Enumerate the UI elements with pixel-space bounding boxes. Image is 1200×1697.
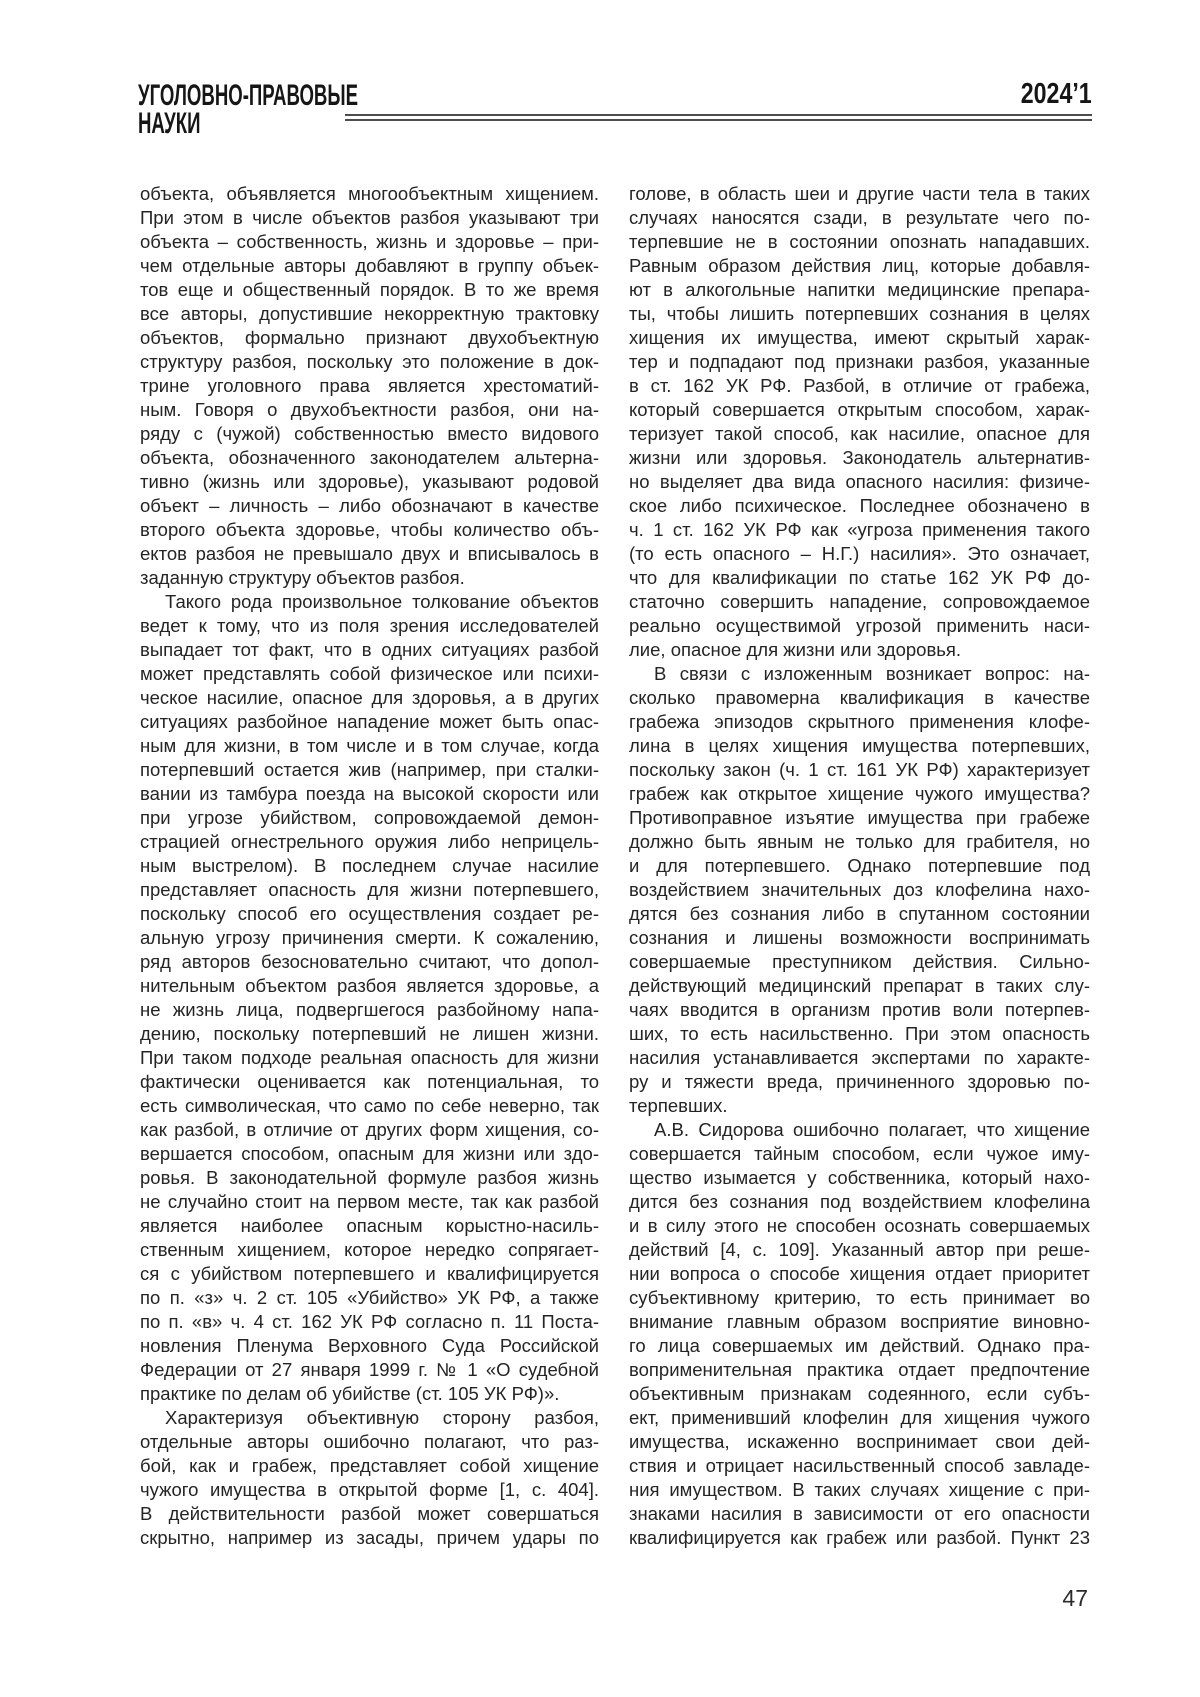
text-line: но выделяет два вида опасного насилия: физиче- [629,471,1090,492]
text-line: знаками насилия в зависимости от его опасности [629,1503,1090,1524]
text-line: терпевших. [629,1095,728,1116]
text-line: тов еще и общественный порядок. В то же время [140,279,599,300]
text-line: ным. Говоря о двухобъектности разбоя, они на- [140,399,599,420]
text-line: квалифицируется как грабеж или разбой. Пункт 23 [629,1527,1090,1548]
text-line: ся с убийством потерпевшего и квалифицируется [140,1263,599,1284]
text-line: как разбой, в отличие от других форм хищения, со- [140,1119,599,1140]
text-line: объекта, объявляется многообъектным хищением. [140,183,599,204]
text-line: трине уголовного права является хрестоматий- [140,375,599,396]
text-line: случаях наносятся сзади, в результате чего по- [629,207,1090,228]
text-line: дится без сознания под воздействием клофелина [629,1191,1090,1212]
text-line: жизни или здоровья. Законодатель альтернатив- [629,447,1090,468]
text-line: тивно (жизнь или здоровье), указывают родовой [140,471,599,492]
text-line: нительным объектом разбоя является здоровье, а [140,975,599,996]
text-line: объектов, формально признают двухобъектную [140,327,599,348]
text-line: отдельные авторы ошибочно полагают, что раз- [140,1431,599,1452]
text-line: ты, чтобы лишить потерпевших сознания в целях [629,303,1090,324]
text-line: дятся без сознания либо в спутанном состоянии [629,903,1090,924]
text-line: структуру разбоя, поскольку это положение в док- [140,351,599,372]
text-line: ным для жизни, в том числе и в том случае, когда [140,735,599,756]
text-line: второго объекта здоровье, чтобы количество объ- [140,519,599,540]
text-line: ч. 1 ст. 162 УК РФ как «угроза применения такого [629,519,1090,540]
text-line: грабеж как открытое хищение чужого имущества? [629,783,1090,804]
text-line: теризует такой способ, как насилие, опасное для [629,423,1090,444]
text-line: ряду с (чужой) собственностью вместо видового [140,423,599,444]
section-title [138,79,358,140]
text-line: страцией огнестрельного оружия либо неприцель- [140,831,599,852]
text-line: альную угрозу причинения смерти. К сожалению, [140,927,599,948]
text-line: статочно совершить нападение, сопровождаемое [629,591,1090,612]
text-line: заданную структуру объектов разбоя. [140,567,465,588]
page-number: 47 [1062,1585,1088,1611]
text-line: и для потерпевшего. Однако потерпевшие под [629,855,1090,876]
text-line: действий [4, с. 109]. Указанный автор при реше- [629,1239,1090,1260]
text-line: лина в целях хищения имущества потерпевших, [629,735,1090,756]
text-line: В действительности разбой может совершаться [140,1503,599,1524]
text-line: ектов разбоя не превышало двух и вписывалось в [140,543,599,564]
text-line: субъективному критерию, то есть принимает во [629,1287,1090,1308]
text-line: ют в алкогольные напитки медицинские препара- [629,279,1090,300]
text-line: нии вопроса о способе хищения отдает приоритет [629,1263,1090,1284]
text-line: ведет к тому, что из поля зрения исследователей [140,615,599,636]
text-line: объективным признакам содеянного, если субъ- [629,1383,1090,1404]
text-line: сколько правомерна квалификация в качестве [629,687,1090,708]
text-line: Равным образом действия лиц, которые добавля- [629,255,1090,276]
issue-label: 2024’1 [1021,78,1092,110]
text-line: При таком подходе реальная опасность для жизни [140,1047,599,1068]
text-line: (то есть опасного – Н.Г.) насилия». Это означает, [629,543,1090,564]
text-line: ровья. В законодательной формуле разбоя жизнь [140,1167,599,1188]
text-line: Характеризуя объективную сторону разбоя, [165,1407,599,1428]
text-line: внимание главным образом восприятие виновно- [629,1311,1090,1332]
text-line: ния имуществом. В таких случаях хищение с при- [629,1479,1090,1500]
text-line: поскольку способ его осуществления создает ре- [140,903,599,924]
text-line: является наиболее опасным корыстно-насиль- [140,1215,599,1236]
text-line: лие, опасное для жизни или здоровья. [629,639,962,660]
text-line: совершаемые преступником действия. Сильно- [629,951,1090,972]
text-line: имущества, искаженно воспринимает свои дей- [629,1431,1090,1452]
text-line: вершается способом, опасным для жизни или здо- [140,1143,599,1164]
text-line: воприменительная практика отдает предпочтение [629,1359,1090,1380]
text-line: тер и подпадают под признаки разбоя, указанные [629,351,1090,372]
text-line: ствия и отрицает насильственный способ завладе- [629,1455,1090,1476]
text-line: А.В. Сидорова ошибочно полагает, что хищение [654,1119,1090,1140]
text-line: может представлять собой физическое или психи- [140,663,599,684]
text-line: по п. «в» ч. 4 ст. 162 УК РФ согласно п. 11 Поста- [140,1311,599,1332]
text-line: ское либо психическое. Последнее обозначено в [629,495,1090,516]
text-line: ственным хищением, которое нередко сопрягает- [140,1239,599,1260]
text-line: ным выстрелом). В последнем случае насилие [140,855,599,876]
text-line: который совершается открытым способом, харак- [629,399,1090,420]
text-line: фактически оценивается как потенциальная, то [140,1071,599,1092]
text-line: дению, поскольку потерпевший не лишен жизни. [140,1023,599,1044]
text-line: В связи с изложенным возникает вопрос: на- [654,663,1090,684]
text-line: и в силу этого не способен осознать совершаемых [629,1215,1090,1236]
text-line: чем отдельные авторы добавляют в группу объек- [140,255,599,276]
text-line: Противоправное изъятие имущества при грабеже [629,807,1090,828]
text-line: ру и тяжести вреда, причиненного здоровью по- [629,1071,1090,1092]
text-line: при угрозе убийством, сопровождаемой демон- [140,807,599,828]
text-line: поскольку закон (ч. 1 ст. 161 УК РФ) характеризует [629,759,1090,780]
text-line: чаях вводится в организм против воли потерпев- [629,999,1090,1020]
text-line: Такого рода произвольное толкование объектов [165,591,599,612]
text-line: должно быть явным не только для грабителя, но [629,831,1090,852]
text-line: ект, применивший клофелин для хищения чужого [629,1407,1090,1428]
text-line: действующий медицинский препарат в таких слу- [629,975,1090,996]
article-body [140,182,1090,1550]
column-right [629,182,1090,1550]
column-left [140,182,599,1550]
text-line: ряд авторов безосновательно считают, что допол- [140,951,599,972]
text-line: все авторы, допустившие некорректную трактовку [140,303,599,324]
section-title-line1: УГОЛОВНО-ПРАВОВЫЕ [138,79,358,112]
text-line: объект – личность – либо обозначают в качестве [140,495,599,516]
text-line: совершается тайным способом, если чужое иму- [629,1143,1090,1164]
text-line: сознания и лишены возможности воспринимать [629,927,1090,948]
text-line: хищения их имущества, имеют скрытый харак- [629,327,1090,348]
text-line: голове, в область шеи и другие части тела в таких [629,183,1090,204]
text-line: го лица совершаемых им действий. Однако пра- [629,1335,1090,1356]
text-line: новления Пленума Верховного Суда Российской [140,1335,599,1356]
text-line: грабежа эпизодов скрытного применения клофе- [629,711,1090,732]
text-line: есть символическая, что само по себе неверно, так [140,1095,599,1116]
text-line: потерпевший остается жив (например, при сталки- [140,759,599,780]
text-line: бой, как и грабеж, представляет собой хищение [140,1455,599,1476]
text-line: При этом в числе объектов разбоя указывают три [140,207,599,228]
text-line: не случайно стоит на первом месте, так как разбой [140,1191,599,1212]
text-line: в ст. 162 УК РФ. Разбой, в отличие от грабежа, [629,375,1090,396]
text-line: объекта – собственность, жизнь и здоровье – при- [140,231,599,252]
text-line: что для квалификации по статье 162 УК РФ до- [629,567,1090,588]
text-line: представляет опасность для жизни потерпевшего, [140,879,599,900]
text-line: не жизнь лица, подвергшегося разбойному напа- [140,999,599,1020]
text-line: чужого имущества в открытой форме [1, с. 404]. [140,1479,599,1500]
text-line: насилия устанавливается экспертами по характе- [629,1047,1090,1068]
text-line: воздействием значительных доз клофелина нахо- [629,879,1090,900]
text-line: объекта, обозначенного законодателем альтерна- [140,447,599,468]
header-double-rule [345,114,1092,121]
text-line: ческое насилие, опасное для здоровья, а в других [140,687,599,708]
text-line: практике по делам об убийстве (ст. 105 УК РФ)». [140,1383,560,1404]
text-line: по п. «з» ч. 2 ст. 105 «Убийство» УК РФ, а также [140,1287,599,1308]
text-line: реально осуществимой угрозой применить наси- [629,615,1090,636]
text-line: ситуациях разбойное нападение может быть опас- [140,711,599,732]
text-line: скрытно, например из засады, причем удары по [140,1527,599,1548]
text-line: Федерации от 27 января 1999 г. № 1 «О судебной [140,1359,599,1380]
text-line: выпадает тот факт, что в одних ситуациях разбой [140,639,599,660]
text-line: терпевшие не в состоянии опознать нападавших. [629,231,1090,252]
text-line: вании из тамбура поезда на высокой скорости или [140,783,599,804]
text-line: щество изымается у собственника, который нахо- [629,1167,1090,1188]
section-title-line2: НАУКИ [138,107,201,140]
text-line: ших, то есть насильственно. При этом опасность [629,1023,1090,1044]
